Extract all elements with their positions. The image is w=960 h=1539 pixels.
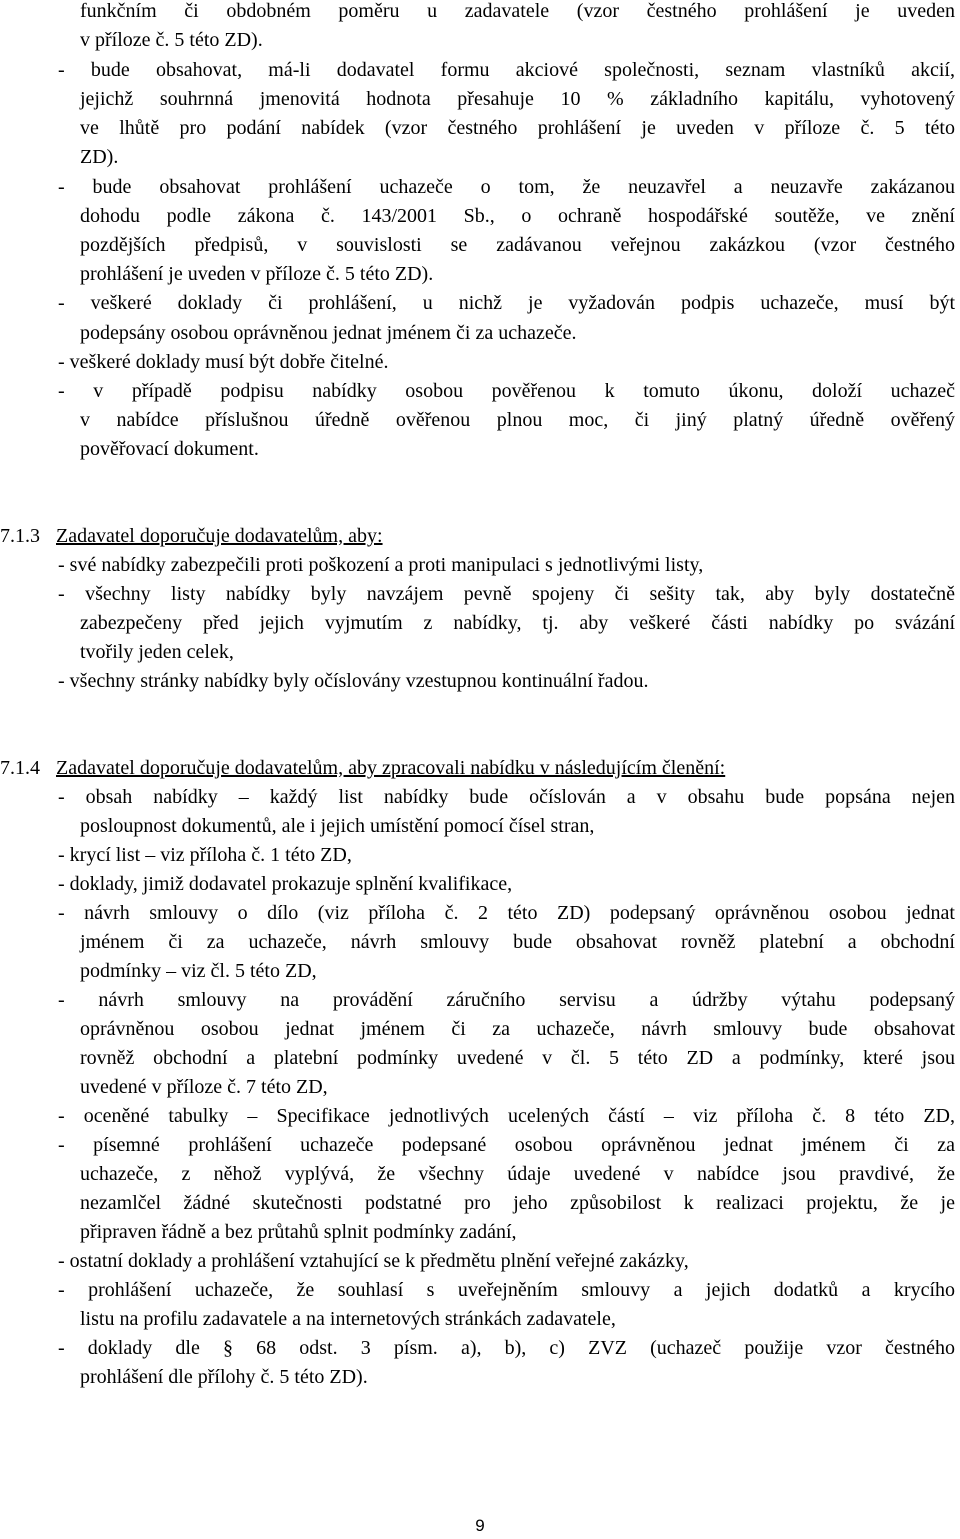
text-line: zabezpečeny před jejich vyjmutím z nabídky, tj. aby veškeré části nabídky po svázání [80,612,955,634]
text-line: podmínky – viz čl. 5 této ZD, [80,960,317,982]
text-line: podepsány osobou oprávněnou jednat jménem či za uchazeče. [80,322,577,344]
text-line: oprávněnou osobou jednat jménem či za uchazeče, návrh smlouvy bude obsahovat [80,1018,955,1040]
list-item: - doklady, jimiž dodavatel prokazuje splnění kvalifikace, [58,873,513,895]
list-item: - návrh smlouvy o dílo (viz příloha č. 2 této ZD) podepsaný oprávněnou osobou jednat [58,902,955,924]
text-line: dohodu podle zákona č. 143/2001 Sb., o ochraně hospodářské soutěže, ve znění [80,205,955,227]
section-heading-713 [0,522,955,551]
text-line: jejichž souhrnná jmenovitá hodnota přesahuje 10 % základního kapitálu, vyhotovený [80,88,955,110]
text-line: - bude obsahovat prohlášení uchazeče o tom, že neuzavřel a neuzavře zakázanou [58,176,955,198]
text-line: funkčním či obdobném poměru u zadavatele (vzor čestného prohlášení je uveden [80,0,955,22]
list-item: - obsah nabídky – každý list nabídky bude očíslován a v obsahu bude popsána nejen [58,786,955,808]
section-heading-714 [0,754,955,783]
text-line: v příloze č. 5 této ZD). [80,29,263,51]
text-line: prohlášení je uveden v příloze č. 5 této ZD). [80,263,434,285]
text-line: připraven řádně a bez průtahů splnit podmínky zadání, [80,1221,517,1243]
section-title: Zadavatel doporučuje dodavatelům, aby: [56,525,383,547]
list-item: - oceněné tabulky – Specifikace jednotlivých ucelených částí – viz příloha č. 8 této ZD, [58,1105,955,1127]
text-line: listu na profilu zadavatele a na internetových stránkách zadavatele, [80,1308,616,1330]
text-line: pověřovací dokument. [80,438,259,460]
list-item: - prohlášení uchazeče, že souhlasí s uveřejněním smlouvy a jejich dodatků a krycího [58,1279,955,1301]
text-line: uvedené v příloze č. 7 této ZD, [80,1076,328,1098]
text-line: - veškeré doklady či prohlášení, u nichž je vyžadován podpis uchazeče, musí být [58,292,955,314]
text-line: posloupnost dokumentů, ale i jejich umístění pomocí čísel stran, [80,815,595,837]
text-line: ZD). [80,146,119,168]
text-line: nezamlčel žádné skutečnosti podstatné pro jeho způsobilost k realizaci projektu, že je [80,1192,955,1214]
list-item: - všechny stránky nabídky byly očíslovány vzestupnou kontinuální řadou. [58,670,649,692]
text-line: tvořily jeden celek, [80,641,234,663]
list-item: - všechny listy nabídky byly navzájem pevně spojeny či sešity tak, aby byly dostatečně [58,583,955,605]
text-line: v nabídce příslušnou úředně ověřenou plnou moc, či jiný platný úředně ověřený [80,409,955,431]
text-line: - v případě podpisu nabídky osobou pověřenou k tomuto úkonu, doloží uchazeč [58,380,955,402]
text-line: - veškeré doklady musí být dobře čitelné. [58,351,389,373]
list-item: - krycí list – viz příloha č. 1 této ZD, [58,844,352,866]
text-line: uchazeče, z něhož vyplývá, že všechny údaje uvedené v nabídce jsou pravdivé, že [80,1163,955,1185]
text-line: - bude obsahovat, má-li dodavatel formu akciové společnosti, seznam vlastníků akcií, [58,59,955,81]
section-title: Zadavatel doporučuje dodavatelům, aby zpracovali nabídku v následujícím členění: [56,757,726,779]
text-line: rovněž obchodní a platební podmínky uvedené v čl. 5 této ZD a podmínky, které jsou [80,1047,955,1069]
text-line: jménem či za uchazeče, návrh smlouvy bude obsahovat rovněž platební a obchodní [80,931,955,953]
text-line: pozdějších předpisů, v souvislosti se zadávanou veřejnou zakázkou (vzor čestného [80,234,955,256]
list-item: - návrh smlouvy na provádění záručního servisu a údržby výtahu podepsaný [58,989,955,1011]
section-number: 7.1.4 [0,757,40,779]
list-item: - své nabídky zabezpečili proti poškození a proti manipulaci s jednotlivými listy, [58,554,704,576]
text-line: prohlášení dle přílohy č. 5 této ZD). [80,1366,368,1388]
list-item: - ostatní doklady a prohlášení vztahující se k předmětu plnění veřejné zakázky, [58,1250,689,1272]
page-number: 9 [475,1516,485,1535]
list-item: - písemné prohlášení uchazeče podepsané osobou oprávněnou jednat jménem či za [58,1134,955,1156]
section-number: 7.1.3 [0,525,40,547]
list-item: - doklady dle § 68 odst. 3 písm. a), b), c) ZVZ (uchazeč použije vzor čestného [58,1337,955,1359]
text-line: ve lhůtě pro podání nabídek (vzor čestného prohlášení je uveden v příloze č. 5 této [80,117,955,139]
